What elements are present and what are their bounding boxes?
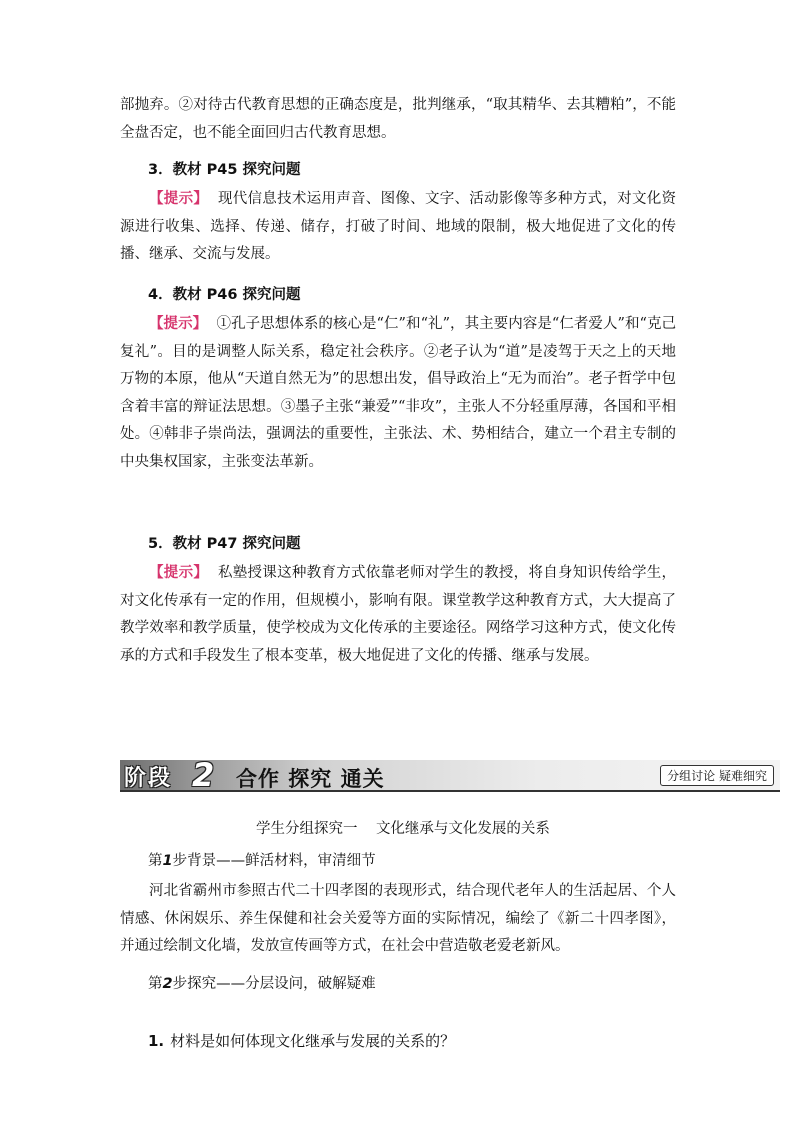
step-prefix: 第 (148, 853, 163, 869)
tip-label: 【提示】 (149, 191, 209, 207)
item-heading-5: 5．教材 P47 探究问题 (148, 536, 301, 552)
item-answer-3 (120, 186, 676, 269)
material-paragraph: 河北省霸州市参照古代二十四孝图的表现形式，结合现代老年人的生活起居、个人情感、休闲娱乐、养生保健和社会关爱等方面的实际情况，编绘了《新二十四孝图》，并通过绘制文化墙，发放宣传画等方式，在社会中营造敬老爱老新风。 (120, 883, 676, 954)
step-2-heading (148, 973, 376, 995)
tip-text: 私塾授课这种教育方式依靠老师对学生的教授，将自身知识传给学生，对文化传承有一定的作用，但规模小，影响有限。课堂教学这种教育方式，大大提高了教学效率和教学质量，使学校成为文化传承的主要途径。网络学习这种方式，使文化传承的方式和手段发生了根本变革，极大地促进了文化的传播、继承与发展。 (120, 565, 677, 664)
tip-label: 【提示】 (149, 565, 209, 581)
question-number: 1. (148, 1032, 165, 1050)
stage-title: 合作 探究 通关 (236, 767, 385, 791)
step-number: 2 (162, 976, 173, 992)
stage-banner (120, 756, 780, 794)
inquiry-title-a: 学生分组探究一 (256, 821, 358, 837)
question-1 (148, 1030, 455, 1052)
inquiry-title (256, 818, 550, 840)
stage-tag-badge: 分组讨论 疑难细究 (660, 765, 774, 786)
item-answer-4 (120, 311, 676, 476)
inquiry-title-b: 文化继承与文化发展的关系 (375, 821, 550, 837)
step-1-heading (148, 850, 376, 872)
tip-text: 现代信息技术运用声音、图像、文字、活动影像等多种方式，对文化资源进行收集、选择、传递、储存，打破了时间、地域的限制，极大地促进了文化的传播、继承、交流与发展。 (120, 191, 677, 262)
step-text: 步背景——鲜活材料，审清细节 (172, 853, 376, 869)
item-answer-5 (120, 560, 676, 670)
step-text: 步探究——分层设问，破解疑难 (172, 976, 376, 992)
tip-text: ①孔子思想体系的核心是“仁”和“礼”，其主要内容是“仁者爱人”和“克己复礼”。目的是调整人际关系，稳定社会秩序。②老子认为“道”是凌驾于天之上的天地万物的本原，他从“天道自然无为”的思想出发，倡导政治上“无为而治”。老子哲学中包含着丰富的辩证法思想。③墨子主张“兼爱”“非攻”，主张人不分轻重厚薄，各国和平相处。④韩非子崇尚法，强调法的重要性，主张法、术、势相结合，建立一个君主专制的中央集权国家，主张变法革新。 (120, 316, 677, 470)
question-text: 材料是如何体现文化继承与发展的关系的？ (170, 1032, 456, 1050)
paragraph-continuation: 部抛弃。②对待古代教育思想的正确态度是，批判继承，“取其精华、去其糟粕”，不能全盘否定，也不能全面回归古代教育思想。 (120, 97, 676, 141)
item-heading-3: 3．教材 P45 探究问题 (148, 162, 301, 178)
item-heading-4: 4．教材 P46 探究问题 (148, 287, 301, 303)
tip-label: 【提示】 (149, 316, 208, 332)
stage-number: 2 (192, 756, 215, 794)
stage-label: 阶段 (124, 766, 173, 791)
step-number: 1 (162, 853, 173, 869)
step-prefix: 第 (148, 976, 163, 992)
